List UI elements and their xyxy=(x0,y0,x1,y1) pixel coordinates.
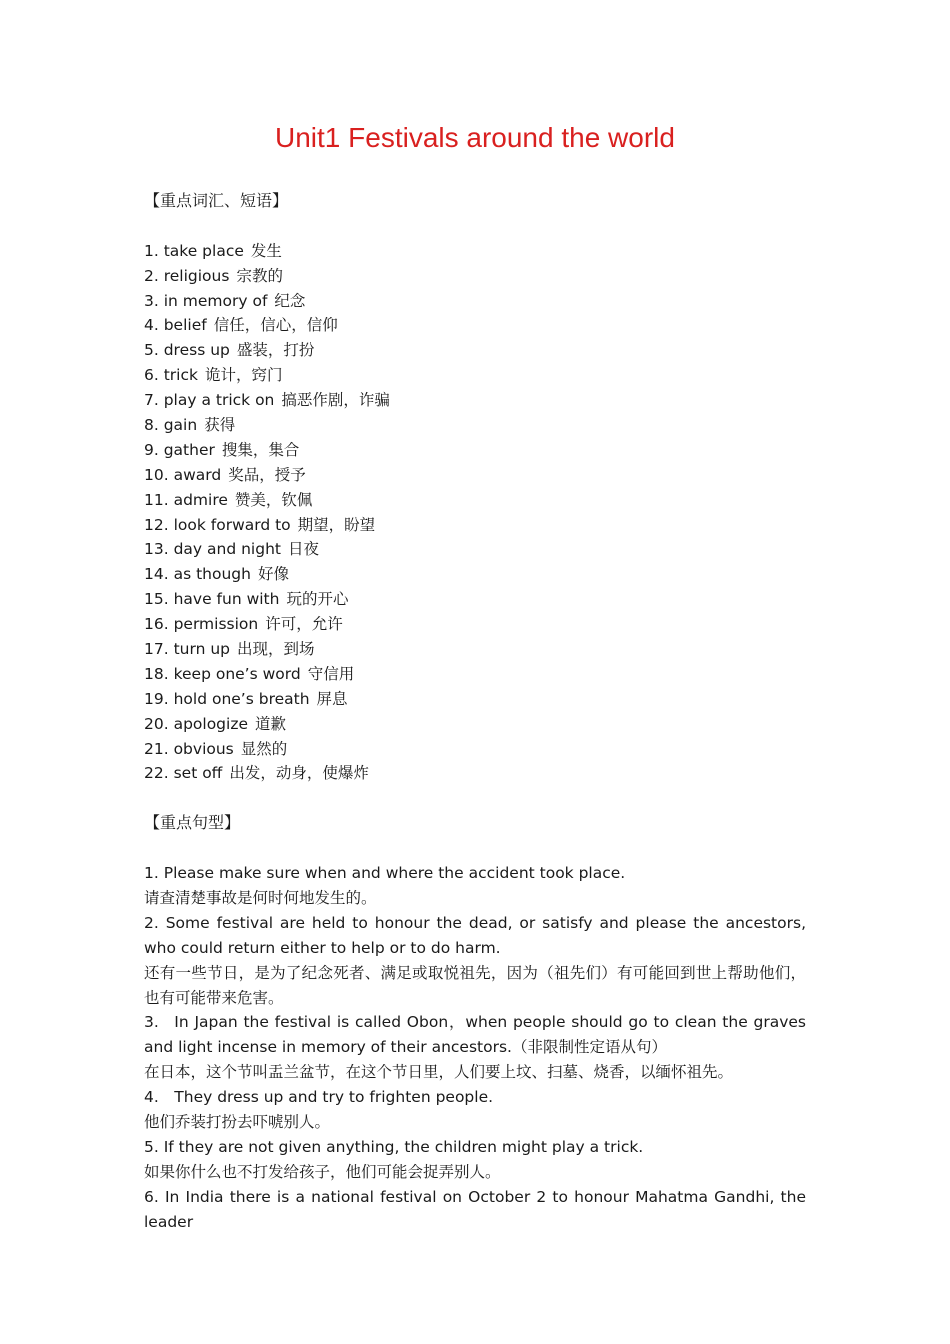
vocab-term: 14. as though xyxy=(144,565,251,584)
vocab-term: 12. look forward to xyxy=(144,515,291,534)
vocab-item xyxy=(144,562,806,587)
vocab-item xyxy=(144,388,806,413)
vocab-term: 20. apologize xyxy=(144,714,249,733)
vocab-meaning: 纪念 xyxy=(274,291,306,310)
section-heading-sentences: 【重点句型】 xyxy=(144,813,241,833)
vocab-item xyxy=(144,712,806,737)
vocab-item xyxy=(144,537,806,562)
vocab-item xyxy=(144,313,806,338)
vocab-meaning: 日夜 xyxy=(287,540,319,559)
vocab-term: 3. in memory of xyxy=(144,291,268,310)
vocab-term: 17. turn up xyxy=(144,640,230,659)
vocab-meaning: 守信用 xyxy=(307,664,355,683)
vocab-meaning: 宗教的 xyxy=(236,266,283,285)
vocab-term: 19. hold one’s breath xyxy=(144,689,310,708)
sentence-line: 他们乔装打扮去吓唬别人。 xyxy=(144,1113,331,1132)
sentence-line: 在日本，这个节叫盂兰盆节，在这个节日里，人们要上坟、扫墓、烧香，以缅怀祖先。 xyxy=(144,1063,734,1082)
vocab-meaning: 道歉 xyxy=(255,714,287,733)
document-body xyxy=(144,189,806,1235)
vocab-term: 16. permission xyxy=(144,615,259,634)
vocab-meaning: 信任，信心，信仰 xyxy=(213,316,338,335)
vocab-item xyxy=(144,662,806,687)
vocab-meaning: 出现，到场 xyxy=(237,640,315,659)
vocabulary-list xyxy=(144,239,806,787)
vocab-term: 2. religious xyxy=(144,266,230,285)
vocab-meaning: 显然的 xyxy=(240,739,288,758)
vocab-meaning: 搞恶作剧，诈骗 xyxy=(281,391,390,410)
sentence-line: 2. Some festival are held to honour the dead, or satisfy and please the ancestors, who could return either to help or to do harm. xyxy=(144,913,806,957)
vocab-meaning: 好像 xyxy=(257,565,289,584)
vocab-term: 5. dress up xyxy=(144,341,230,360)
vocab-meaning: 赞美，钦佩 xyxy=(234,490,313,509)
spacer xyxy=(144,786,806,811)
vocab-item xyxy=(144,687,806,712)
sentence-line: 4. They dress up and try to frighten people. xyxy=(144,1088,494,1107)
vocab-item xyxy=(144,761,806,786)
vocab-item xyxy=(144,612,806,637)
spacer xyxy=(144,836,806,861)
vocab-item xyxy=(144,363,806,388)
vocab-term: 1. take place xyxy=(144,241,244,260)
vocab-meaning: 出发，动身，使爆炸 xyxy=(229,764,369,783)
sentence-line: 如果你什么也不打发给孩子，他们可能会捉弄别人。 xyxy=(144,1162,501,1181)
section-heading-vocabulary: 【重点词汇、短语】 xyxy=(144,191,289,210)
vocab-item xyxy=(144,264,806,289)
vocab-term: 11. admire xyxy=(144,490,228,509)
vocab-meaning: 期望，盼望 xyxy=(297,515,376,534)
vocab-term: 21. obvious xyxy=(144,739,234,758)
vocab-item xyxy=(144,587,806,612)
vocab-term: 22. set off xyxy=(144,764,223,783)
vocab-item xyxy=(144,513,806,538)
sentence-line: 请查清楚事故是何时何地发生的。 xyxy=(144,888,377,907)
vocab-meaning: 屏息 xyxy=(316,689,348,708)
vocab-term: 9. gather xyxy=(144,440,215,459)
vocab-item xyxy=(144,289,806,314)
sentence-line: 3. In Japan the festival is called Obon，when people should go to clean the graves and light incense in memory of their ancestors.（非限制性定语从句） xyxy=(144,1013,806,1057)
vocab-term: 7. play a trick on xyxy=(144,391,275,410)
vocab-meaning: 玩的开心 xyxy=(286,590,349,609)
vocab-meaning: 奖品，授予 xyxy=(228,465,306,484)
vocab-item xyxy=(144,413,806,438)
vocab-item xyxy=(144,438,806,463)
vocab-item xyxy=(144,637,806,662)
vocab-term: 10. award xyxy=(144,465,222,484)
spacer xyxy=(144,214,806,239)
vocab-item xyxy=(144,338,806,363)
vocab-term: 4. belief xyxy=(144,316,207,335)
vocab-item xyxy=(144,488,806,513)
page-title: Unit1 Festivals around the world xyxy=(275,122,675,153)
vocab-meaning: 诡计，窍门 xyxy=(204,366,283,385)
vocab-item xyxy=(144,239,806,264)
vocab-meaning: 获得 xyxy=(204,416,236,435)
vocab-item xyxy=(144,463,806,488)
sentence-line: 还有一些节日，是为了纪念死者、满足或取悦祖先，因为（祖先们）有可能回到世上帮助他们，也有可能带来危害。 xyxy=(144,963,806,1007)
sentence-line: 1. Please make sure when and where the accident took place. xyxy=(144,864,626,883)
vocab-meaning: 发生 xyxy=(250,241,282,260)
sentence-line: 5. If they are not given anything, the children might play a trick. xyxy=(144,1138,644,1157)
vocab-term: 13. day and night xyxy=(144,540,281,559)
vocab-meaning: 许可，允许 xyxy=(265,615,343,634)
vocab-term: 18. keep one’s word xyxy=(144,664,301,683)
vocab-meaning: 盛装，打扮 xyxy=(236,341,315,360)
sentence-line: 6. In India there is a national festival on October 2 to honour Mahatma Gandhi, the leader xyxy=(144,1187,806,1231)
vocab-term: 8. gain xyxy=(144,416,198,435)
sentence-list xyxy=(144,861,806,1235)
vocab-item xyxy=(144,737,806,762)
vocab-meaning: 搜集，集合 xyxy=(221,440,300,459)
vocab-term: 15. have fun with xyxy=(144,590,280,609)
vocab-term: 6. trick xyxy=(144,366,198,385)
